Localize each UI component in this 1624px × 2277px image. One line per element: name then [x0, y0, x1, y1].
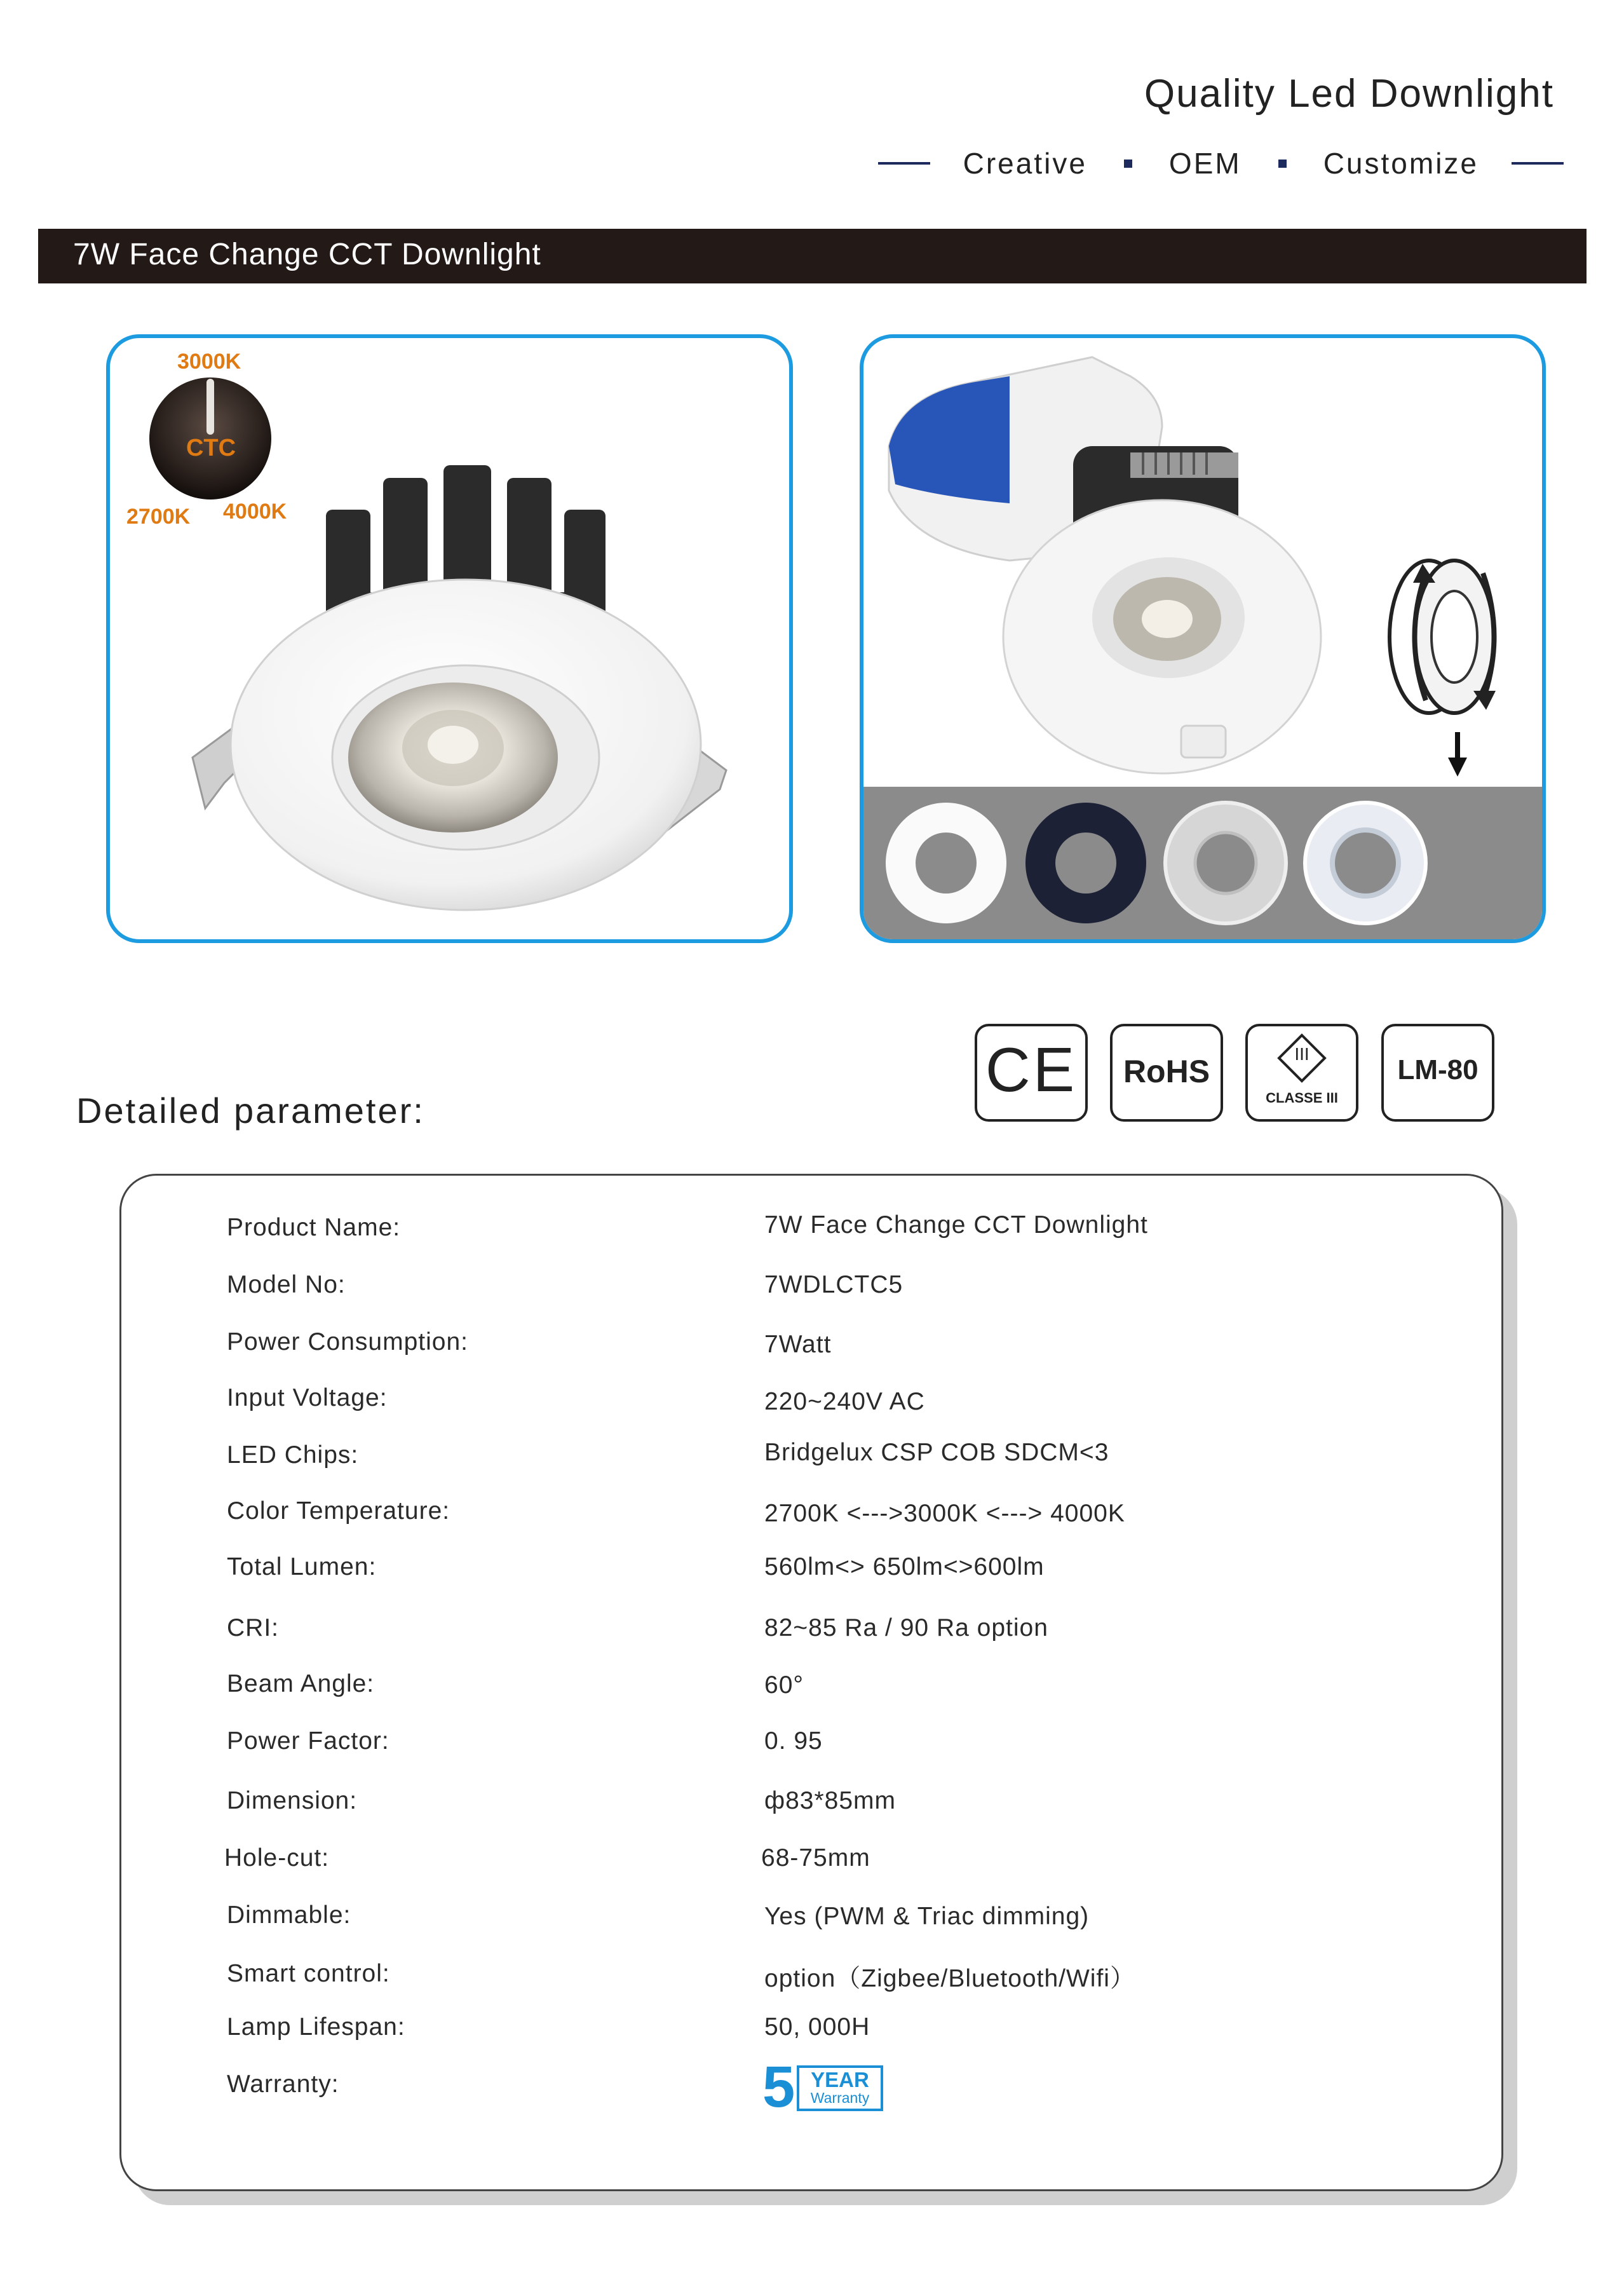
param-value: 560lm<> 650lm<>600lm — [764, 1553, 1045, 1580]
tagline-bullet — [1124, 160, 1132, 168]
param-label: Power Factor: — [227, 1727, 389, 1755]
param-value: 68-75mm — [761, 1844, 870, 1872]
param-value: 82~85 Ra / 90 Ra option — [764, 1614, 1048, 1641]
product-banner-title: 7W Face Change CCT Downlight — [73, 238, 541, 271]
param-value: 2700K <--->3000K <---> 4000K — [764, 1500, 1125, 1527]
param-label: Warranty: — [227, 2070, 339, 2098]
warranty-badge — [762, 2055, 883, 2119]
param-label: Model No: — [227, 1271, 346, 1298]
param-value: Yes (PWM & Triac dimming) — [764, 1903, 1090, 1930]
tagline-word-oem: OEM — [1168, 147, 1242, 180]
tagline — [878, 141, 1564, 186]
tagline-bullet — [1278, 160, 1287, 168]
product-banner — [38, 229, 1587, 283]
param-label: Dimmable: — [227, 1901, 351, 1929]
downlight-installation-photo — [863, 338, 1542, 939]
param-value: 60° — [764, 1671, 804, 1699]
param-value: Bridgelux CSP COB SDCM<3 — [764, 1439, 1109, 1466]
downlight-product-photo — [167, 427, 739, 923]
param-value: option（Zigbee/Bluetooth/Wifi） — [764, 1965, 1135, 1992]
warranty-box: YEAR Warranty — [797, 2065, 883, 2111]
product-image-frame — [106, 334, 793, 943]
param-value: 220~240V AC — [764, 1388, 925, 1415]
param-value: ф83*85mm — [764, 1787, 896, 1814]
tagline-left-rule — [878, 162, 930, 165]
param-label: Power Consumption: — [227, 1328, 469, 1356]
ctc-badge-text: CTC — [186, 435, 236, 461]
param-value: 7WDLCTC5 — [764, 1271, 903, 1298]
rohs-mark: RoHS — [1110, 1024, 1223, 1122]
param-value: 50, 000H — [764, 2013, 870, 2041]
tagline-word-customize: Customize — [1323, 147, 1479, 180]
param-label: Total Lumen: — [227, 1553, 377, 1580]
param-value: 7Watt — [764, 1331, 832, 1358]
param-label: Color Temperature: — [227, 1497, 450, 1525]
param-label: CRI: — [227, 1614, 279, 1641]
param-label: Smart control: — [227, 1960, 390, 1987]
class-iii-mark: III CLASSE III — [1245, 1024, 1358, 1122]
ctc-label-4000k: 4000K — [223, 500, 287, 524]
ctc-label-3000k: 3000K — [177, 350, 241, 374]
trim-options-frame — [860, 334, 1546, 943]
param-label: Lamp Lifespan: — [227, 2013, 405, 2041]
ce-mark: CE — [975, 1024, 1088, 1122]
param-label: Beam Angle: — [227, 1670, 375, 1697]
page-title: Quality Led Downlight — [1144, 72, 1554, 116]
param-value: 7W Face Change CCT Downlight — [764, 1211, 1148, 1239]
ctc-label-2700k: 2700K — [126, 505, 191, 529]
lm80-mark: LM-80 — [1381, 1024, 1494, 1122]
tagline-right-rule — [1512, 162, 1564, 165]
warranty-years-number: 5 — [762, 2055, 795, 2119]
param-value: 0. 95 — [764, 1727, 823, 1755]
tagline-word-creative: Creative — [963, 147, 1087, 180]
param-label: Product Name: — [227, 1214, 401, 1241]
section-title: Detailed parameter: — [76, 1091, 425, 1131]
param-label: LED Chips: — [227, 1441, 359, 1469]
param-label: Dimension: — [227, 1787, 358, 1814]
param-label: Input Voltage: — [227, 1384, 388, 1411]
param-label: Hole-cut: — [224, 1844, 330, 1872]
